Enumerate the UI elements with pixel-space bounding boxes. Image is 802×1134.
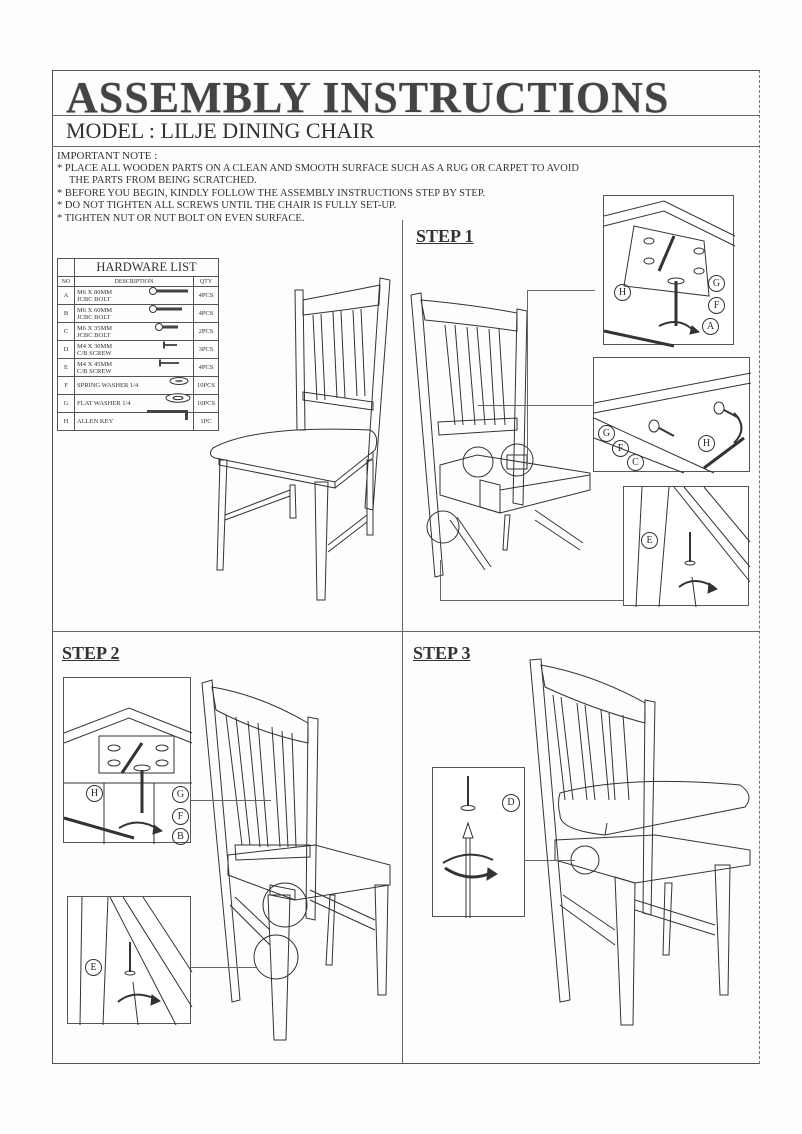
callout-b: B [172,828,189,845]
part-size: M4 X 30MM [77,342,113,350]
step-1-detail-top [603,195,734,345]
note-title: IMPORTANT NOTE : [57,150,158,162]
part-description [75,341,194,359]
leader-line [191,967,256,968]
step-2-chair-illustration [200,675,400,1045]
part-no: B [58,305,75,323]
part-size: ALLEN KEY [77,418,114,425]
leader-line [191,800,271,801]
callout-a: A [702,318,719,335]
part-no: E [58,359,75,377]
note-item: THE PARTS FROM BEING SCRATCHED. [69,175,257,186]
step-1-chair-frame-illustration [405,275,595,605]
chair-illustration [195,270,395,600]
part-no: A [58,287,75,305]
part-description [75,305,194,323]
callout-c: C [627,454,644,471]
document-title: ASSEMBLY INSTRUCTIONS [66,73,670,122]
step-3-chair-illustration [525,655,760,1060]
callout-h: H [614,284,631,301]
seat-screw-detail [433,768,526,918]
column-divider [402,220,403,1064]
part-no: F [58,377,75,395]
row-divider [52,631,760,632]
leg-screw-detail [624,487,750,607]
bolt-icon [149,323,189,331]
callout-h: H [698,435,715,452]
hardware-list-caption: HARDWARE LIST [75,259,219,277]
step-1-detail-middle [593,357,750,472]
part-qty: 3PCS [194,341,219,359]
flat-washer-icon [165,393,191,403]
callout-h: H [86,785,103,802]
screw-icon [149,359,189,367]
leader-line [527,290,595,291]
leader-line [440,560,441,600]
part-qty: 4PCS [194,359,219,377]
part-qty: 4PCS [194,305,219,323]
allen-key-icon [147,409,191,421]
step-2-detail-top [63,677,191,843]
part-no: D [58,341,75,359]
part-description [75,413,194,431]
column-header-description: DESCRIPTION [75,277,194,287]
callout-d: D [502,794,520,812]
part-no: G [58,395,75,413]
part-size: SPRING WASHER 1/4 [77,382,139,389]
part-size: M4 X 45MM [77,360,113,368]
part-description [75,359,194,377]
callout-f: F [172,808,189,825]
callout-e: E [641,532,658,549]
part-type: C/B SCREW [77,349,112,357]
model-divider [52,146,760,147]
column-header-qty: QTY [194,277,219,287]
part-qty: 1PC [194,413,219,431]
note-item: * PLACE ALL WOODEN PARTS ON A CLEAN AND SMOOTH SURFACE SUCH AS A RUG OR CARPET TO AVOID [57,162,579,174]
column-header-no: NO [58,277,75,287]
part-size: FLAT WASHER 1/4 [77,400,131,407]
callout-f: F [612,440,629,457]
callout-g: G [708,275,725,292]
part-no: C [58,323,75,341]
bolt-icon [149,305,189,313]
part-size: M6 X 60MM [77,306,113,314]
step-3-title: STEP 3 [413,643,471,663]
spring-washer-icon [169,377,189,385]
part-size: M6 X 35MM [77,324,113,332]
important-note [57,150,579,225]
leader-line [525,860,575,861]
part-no: H [58,413,75,431]
part-size: M6 X 80MM [77,288,113,296]
callout-f: F [708,297,725,314]
callout-g: G [172,786,189,803]
part-type: JCBC BOLT [77,295,111,303]
part-type: C/B SCREW [77,367,112,375]
part-description [75,323,194,341]
step-2-title: STEP 2 [62,643,120,663]
part-qty: 4PCS [194,287,219,305]
note-item: * TIGHTEN NUT OR NUT BOLT ON EVEN SURFACE. [57,212,305,224]
part-type: JCBC BOLT [77,331,111,339]
part-description [75,377,194,395]
leader-line [478,405,593,406]
model-name: MODEL : LILJE DINING CHAIR [66,118,375,143]
screw-icon [149,341,189,349]
bolt-icon [149,287,189,295]
leader-line [527,290,528,465]
part-qty: 2PCS [194,323,219,341]
part-qty: 10PCS [194,395,219,413]
part-qty: 10PCS [194,377,219,395]
callout-e: E [85,959,102,976]
callout-g: G [598,425,615,442]
step-1-title: STEP 1 [416,226,474,246]
note-item: * DO NOT TIGHTEN ALL SCREWS UNTIL THE CHAIR IS FULLY SET-UP. [57,200,397,211]
leader-line [440,600,623,601]
step-2-detail-bottom [67,896,191,1024]
step-3-detail [432,767,525,917]
part-description [75,287,194,305]
note-item: * BEFORE YOU BEGIN, KINDLY FOLLOW THE ASSEMBLY INSTRUCTIONS STEP BY STEP. [57,187,486,199]
part-type: JCBC BOLT [77,313,111,321]
step-1-detail-bottom [623,486,749,606]
